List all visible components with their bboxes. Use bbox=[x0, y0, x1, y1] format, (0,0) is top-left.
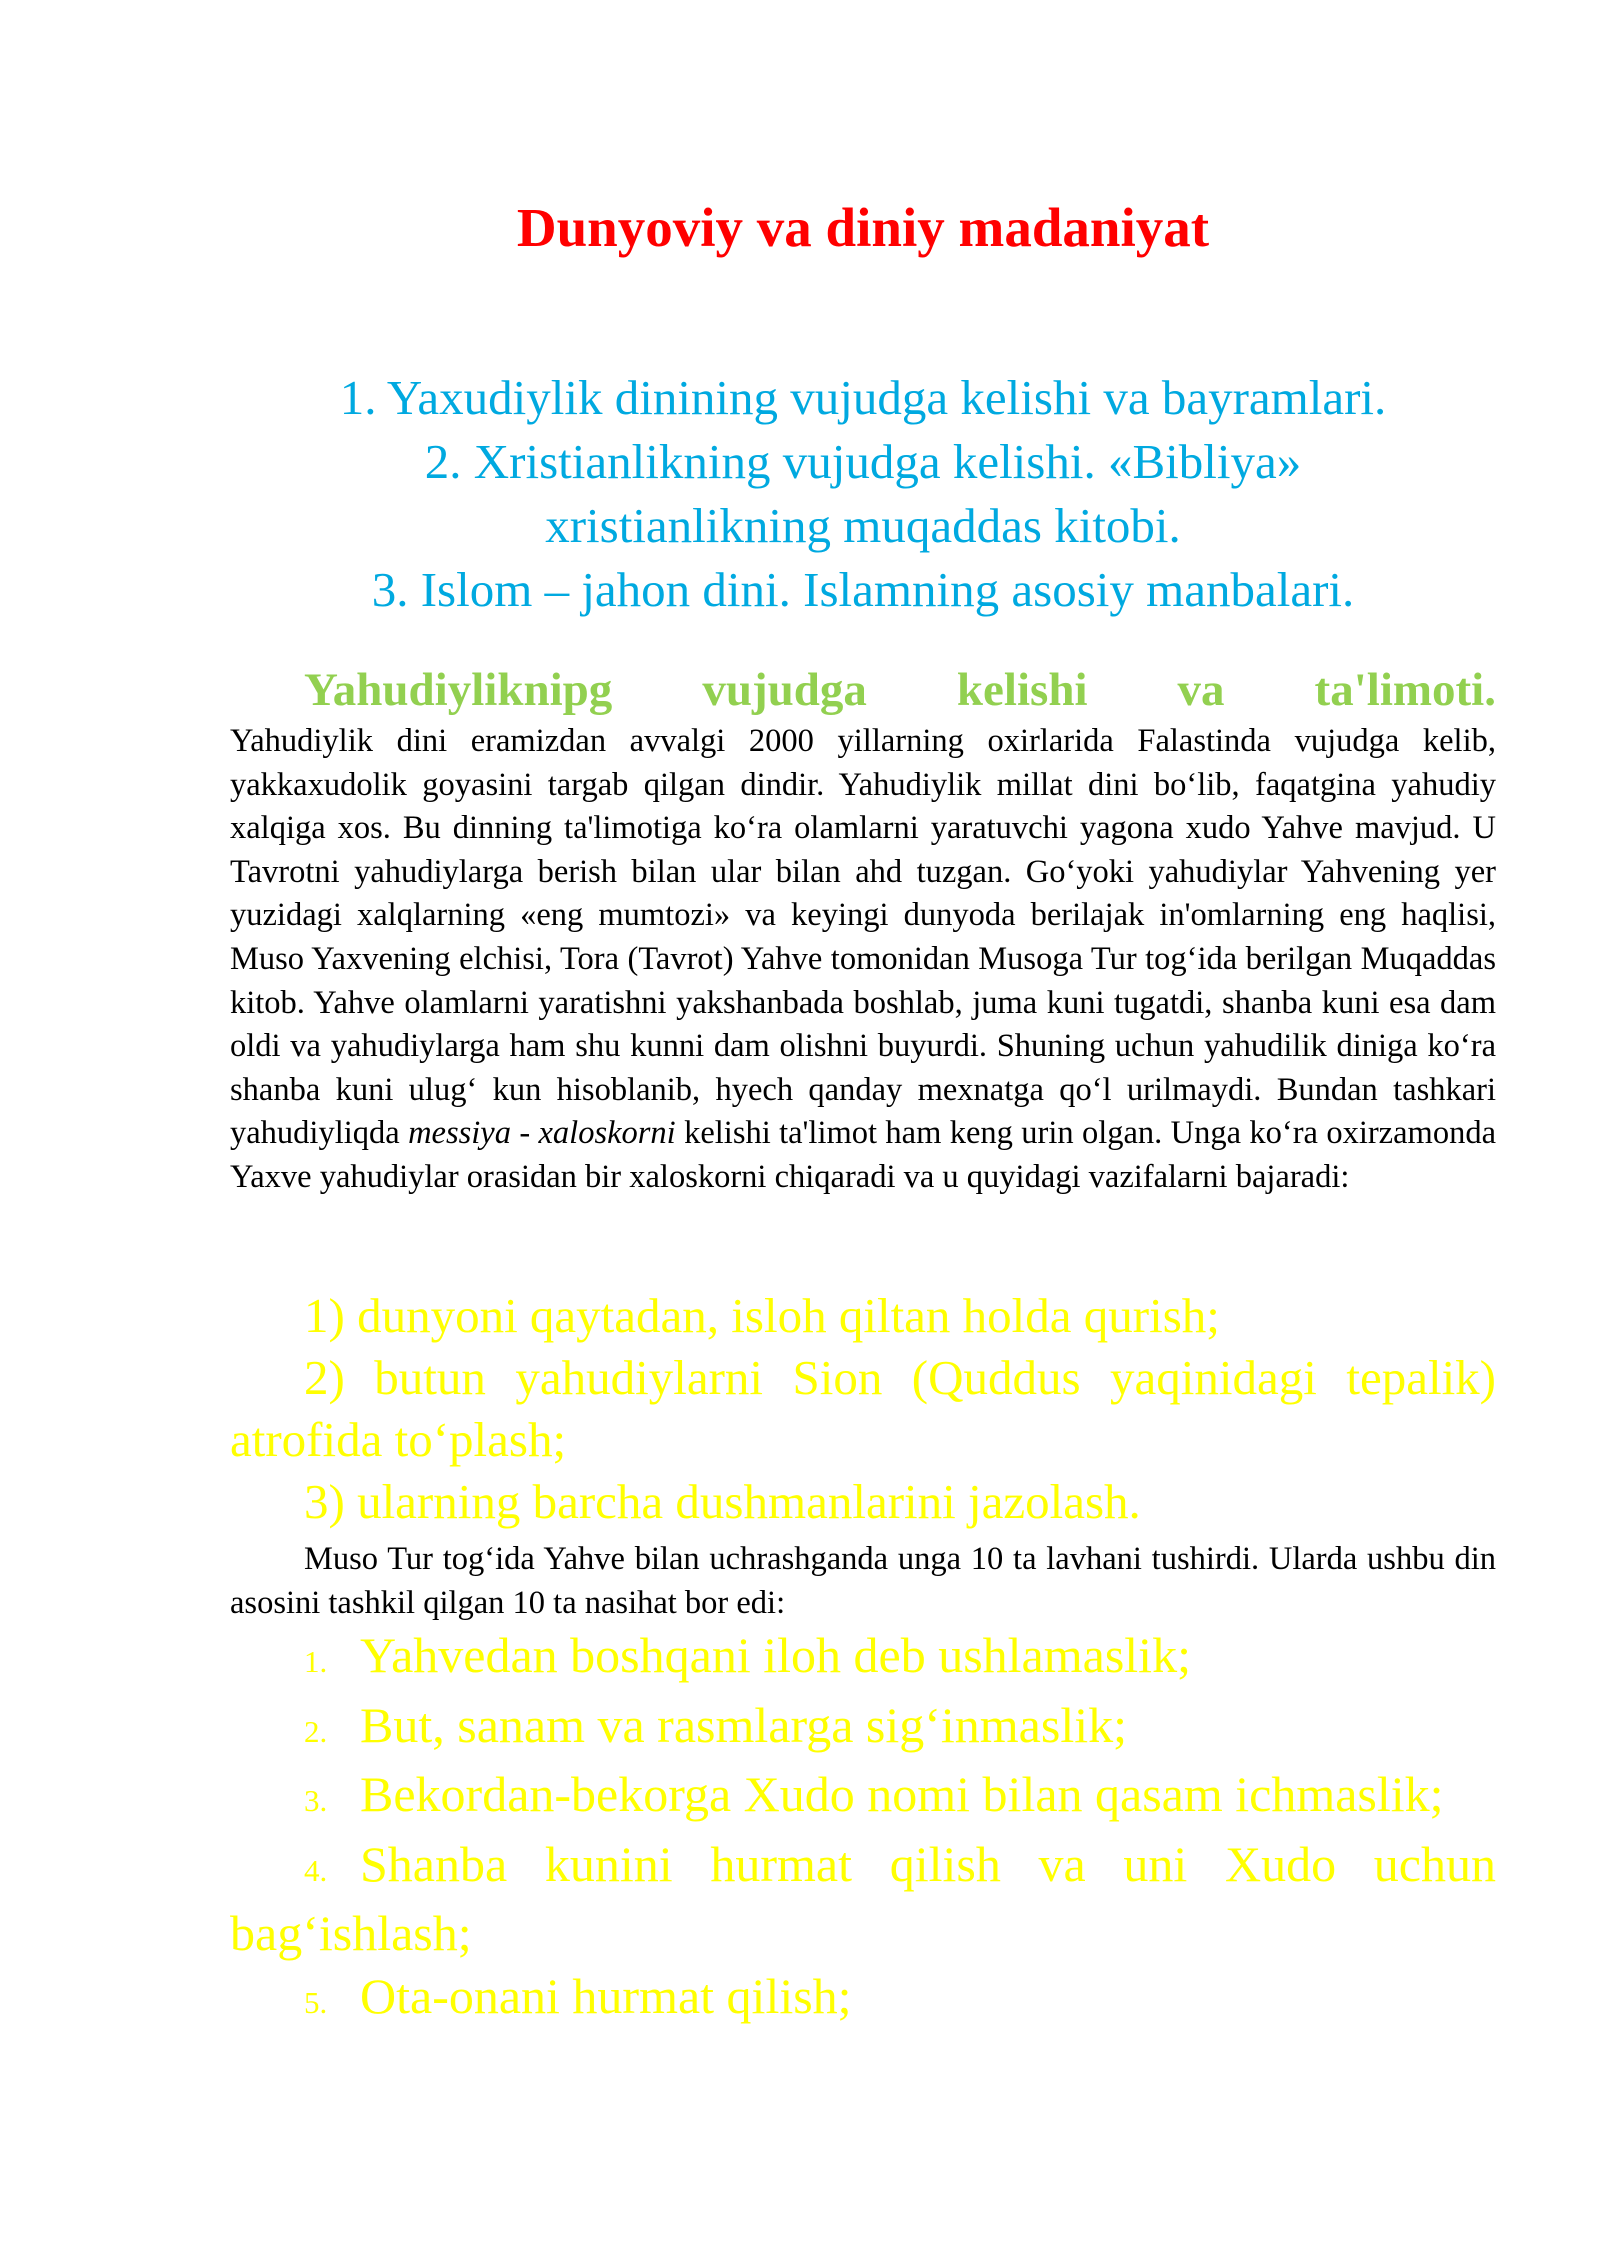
plan-item: xristianlikning muqaddas kitobi. bbox=[545, 498, 1181, 553]
list-number: 3. bbox=[304, 1783, 328, 1818]
list-number: 1. bbox=[304, 1644, 328, 1679]
list-item: 2) butun yahudiylarni Sion (Quddus yaqinidagi tepalik) atrofida to‘plash; bbox=[230, 1350, 1496, 1467]
paragraph-text: Yahudiylik dini eramizdan avvalgi 2000 yillarning oxirlarida Falastinda vujudga kelib, yakkaxudolik goyasini targab qilgan dindir. Yahudiylik millat dini bo‘lib, faqatgina yahudiy xalqiga xos. Bu dinning ta'limotiga ko‘ra olamlarni yaratuvchi yagona xudo Yahve mavjud. U Tavrotni yahudiylarga berish bilan ular bilan ahd tuzgan. Go‘yoki yahudiylar Yahvening yer yuzidagi xalqlarning «eng mumtozi» va keyingi dunyoda berilajak in'omlarning eng haqlisi, Muso Yaxvening elchisi, Tora (Tavrot) Yahve tomonidan Musoga Tur tog‘ida berilgan Muqaddas kitob. Yahve olamlarni yaratishni yakshanbada boshlab, juma kuni tugatdi, shanba kuni esa dam oldi va yahudiylarga ham shu kunni dam olishni buyurdi. Shuning uchun yahudilik diniga ko‘ra shanba kuni ulug‘ kun hisoblanib, hyech qanday mexnatga qo‘l urilmaydi. Bundan tashkari yahudiyliqda bbox=[230, 723, 1496, 1152]
list-item bbox=[230, 1694, 1496, 1764]
list-item-text: Yahvedan boshqani iloh deb ushlamaslik; bbox=[360, 1627, 1191, 1683]
paragraph-judaism-origin bbox=[230, 720, 1496, 1200]
list-item-text: Shanba kunini hurmat qilish va uni Xudo uchun bag‘ishlash; bbox=[230, 1835, 1496, 1961]
page-title: Dunyoviy va diniy madaniyat bbox=[516, 197, 1210, 258]
plan-item: 1. Yaxudiylik dinining vujudga kelishi va bayramlari. bbox=[339, 370, 1387, 425]
lecture-plan bbox=[230, 366, 1496, 622]
messiah-tasks-list bbox=[230, 1285, 1496, 1533]
list-item-text: Ota-onani hurmat qilish; bbox=[360, 1967, 852, 2024]
list-item bbox=[230, 1965, 1496, 2035]
list-item bbox=[230, 1624, 1496, 1694]
section-heading: Yahudiyliknipg vujudga kelishi va ta'limoti. bbox=[304, 664, 1496, 716]
list-item: 1) dunyoni qaytadan, isloh qiltan holda qurish; bbox=[304, 1288, 1220, 1343]
commandments-list bbox=[230, 1624, 1496, 2034]
list-number: 4. bbox=[304, 1852, 328, 1888]
paragraph-commandments-intro: Muso Tur tog‘ida Yahve bilan uchrashganda unga 10 ta lavhani tushirdi. Ularda ushbu din asosini tashkil qilgan 10 ta nasihat bor edi: bbox=[230, 1541, 1496, 1621]
paragraph-text: kelishi ta'limot ham keng urin olgan. Unga ko‘ra oxirzamonda Yaxve yahudiylar orasidan bir xaloskorni chiqaradi va u quyidagi vazifalarni bajaradi: bbox=[230, 1115, 1496, 1195]
list-number: 2. bbox=[304, 1713, 328, 1749]
list-item bbox=[230, 1833, 1496, 1965]
list-item bbox=[230, 1763, 1496, 1833]
list-number: 5. bbox=[304, 1984, 328, 2020]
plan-item: 2. Xristianlikning vujudga kelishi. «Bibliya» bbox=[424, 434, 1302, 489]
list-item-text: But, sanam va rasmlarga sig‘inmaslik; bbox=[360, 1696, 1127, 1753]
list-item: 3) ularning barcha dushmanlarini jazolash. bbox=[304, 1474, 1141, 1529]
italic-term: messiya - xaloskorni bbox=[408, 1115, 676, 1152]
list-item-text: Bekordan-bekorga Xudo nomi bilan qasam ichmaslik; bbox=[360, 1766, 1444, 1822]
plan-item: 3. Islom – jahon dini. Islamning asosiy manbalari. bbox=[371, 562, 1355, 617]
